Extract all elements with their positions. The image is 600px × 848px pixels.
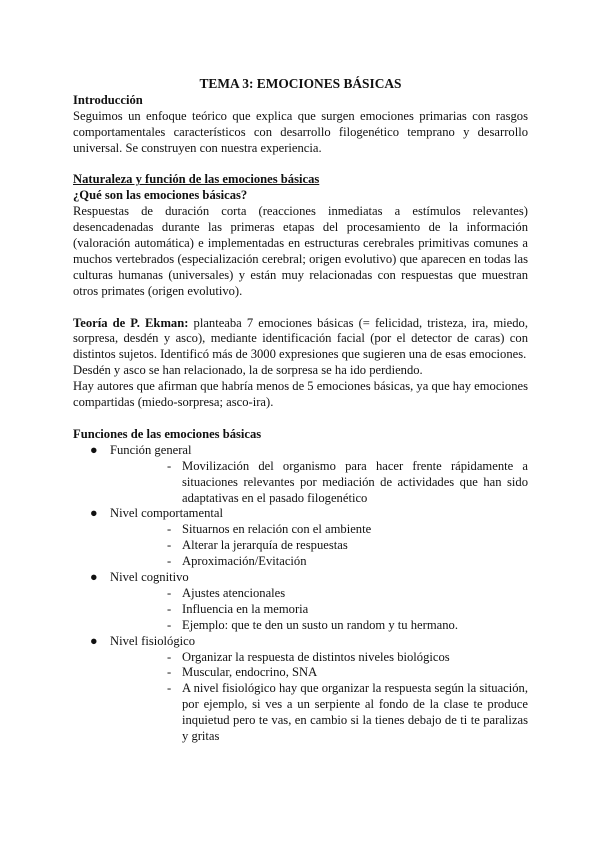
list-item-nivel-comportamental [73, 506, 528, 570]
ekman-line-2: Desdén y asco se han relacionado, la de sorpresa se ha ido perdiendo. [73, 363, 423, 378]
sub-list-item [110, 602, 528, 618]
spacer [73, 411, 528, 427]
document-title: TEMA 3: EMOCIONES BÁSICAS [199, 76, 402, 91]
sub-list-item-text: Ejemplo: que te den un susto un random y tu hermano. [182, 617, 458, 632]
ekman-line-3: Hay autores que afirman que habría menos de 5 emociones básicas, ya que hay emociones compartidas (miedo-sorpresa; asco-ira). [73, 379, 528, 410]
sub-list [110, 459, 528, 507]
ekman-label: Teoría de P. Ekman: [73, 315, 189, 330]
intro-heading: Introducción [73, 92, 143, 107]
funciones-list [73, 443, 528, 745]
dash-icon: - [167, 458, 172, 473]
sub-list-item-text: Situarnos en relación con el ambiente [182, 522, 372, 537]
sub-list [110, 650, 528, 745]
dash-icon: - [167, 665, 172, 680]
ekman-paragraph [73, 316, 528, 364]
sub-list-item [110, 554, 528, 570]
sub-list-item [110, 681, 528, 745]
dash-icon: - [167, 681, 172, 696]
sub-list-item-text: Influencia en la memoria [182, 601, 309, 616]
sub-list-item [110, 538, 528, 554]
dash-icon: - [167, 585, 172, 600]
list-item-nivel-fisiologico [73, 634, 528, 745]
sub-list-item [110, 459, 528, 507]
sub-list-item [110, 522, 528, 538]
sub-list-item-text: Ajustes atencionales [182, 585, 286, 600]
naturaleza-paragraph: Respuestas de duración corta (reacciones inmediatas a estímulos relevantes) desencadenadas durante las primeras etapas del procesamiento de la información (valoración automática) e implementadas en estructuras cerebrales primitivas comunes a muchos vertebrados (especialización cerebral; origen evolutivo) que aparecen en todas las culturas humanas (universales) y están muy relacionadas con respuestas que muestran otros primates (origen evolutivo). [73, 204, 528, 298]
dash-icon: - [167, 522, 172, 537]
bullet-icon: ● [90, 506, 98, 521]
sub-list-item-text: Movilización del organismo para hacer frente rápidamente a situaciones relevantes por mediación de actividades que han sido adaptativas en el pasado filogenético [182, 458, 528, 505]
naturaleza-heading: Naturaleza y función de las emociones básicas [73, 172, 320, 187]
list-item-label: Nivel comportamental [110, 506, 223, 521]
sub-list-item [110, 650, 528, 666]
spacer [73, 300, 528, 316]
sub-list [110, 522, 528, 570]
list-item-funcion-general [73, 443, 528, 507]
sub-list-item [110, 618, 528, 634]
dash-icon: - [167, 617, 172, 632]
dash-icon: - [167, 538, 172, 553]
bullet-icon: ● [90, 442, 98, 457]
list-item-label: Nivel fisiológico [110, 633, 195, 648]
bullet-icon: ● [90, 570, 98, 585]
sub-list [110, 586, 528, 634]
sub-list-item-text: A nivel fisiológico hay que organizar la respuesta según la situación, por ejemplo, si ves a un serpiente al fondo de la clase te produce inquietud pero te vas, en cambio si la tienes debajo de ti te paralizas y gritas [182, 681, 528, 744]
dash-icon: - [167, 554, 172, 569]
funciones-heading: Funciones de las emociones básicas [73, 426, 262, 441]
list-item-label: Nivel cognitivo [110, 570, 189, 585]
spacer [73, 157, 528, 173]
bullet-icon: ● [90, 633, 98, 648]
dash-icon: - [167, 601, 172, 616]
dash-icon: - [167, 649, 172, 664]
intro-paragraph: Seguimos un enfoque teórico que explica que surgen emociones primarias con rasgos comportamentales característicos con desarrollo filogenético temprano y desarrollo universal. Se construyen con nuestra experiencia. [73, 108, 528, 155]
sub-list-item [110, 586, 528, 602]
naturaleza-question: ¿Qué son las emociones básicas? [73, 188, 248, 203]
sub-list-item-text: Muscular, endocrino, SNA [182, 665, 318, 680]
list-item-label: Función general [110, 442, 192, 457]
sub-list-item-text: Organizar la respuesta de distintos niveles biológicos [182, 649, 450, 664]
sub-list-item-text: Aproximación/Evitación [182, 554, 307, 569]
list-item-nivel-cognitivo [73, 570, 528, 634]
sub-list-item-text: Alterar la jerarquía de respuestas [182, 538, 348, 553]
sub-list-item [110, 665, 528, 681]
ekman-text: planteaba 7 emociones básicas (= felicidad, tristeza, ira, miedo, sorpresa, desdén y asco), mediante identificación facial (por el detector de caras) con distintos sujetos. Identificó más de 3000 expresiones que sugieren una de esas emociones. [73, 315, 528, 362]
